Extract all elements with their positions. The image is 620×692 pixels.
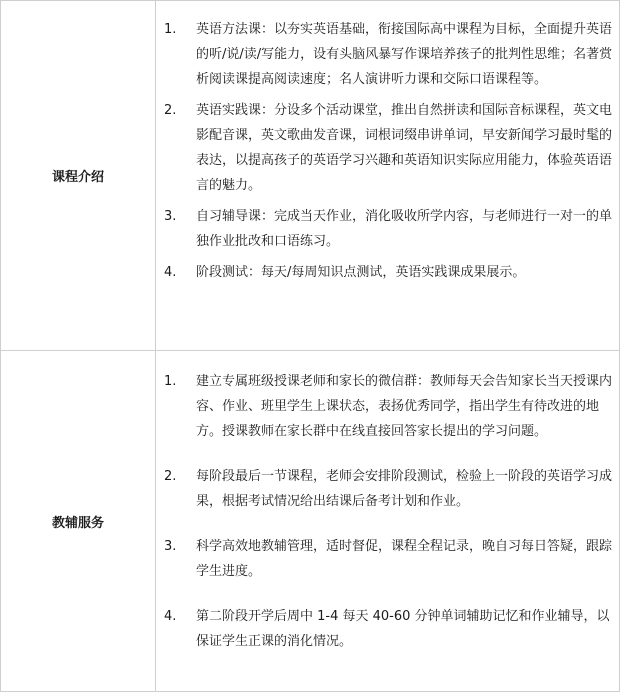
table-row-course-intro bbox=[1, 1, 620, 351]
list-item bbox=[156, 17, 619, 92]
item-text: 英语方法课：以夯实英语基础，衔接国际高中课程为目标，全面提升英语的听/说/读/写能力，设有头脑风暴写作课培养孩子的批判性思维；名著赏析阅读课提高阅读速度；名人演讲听力课和交际口语课程等。 bbox=[196, 22, 613, 87]
item-number: 3. bbox=[164, 539, 177, 554]
item-text: 第二阶段开学后周中 1-4 每天 40-60 分钟单词辅助记忆和作业辅导，以保证学生正课的消化情况。 bbox=[196, 609, 610, 649]
tutoring-service-list bbox=[156, 369, 619, 654]
list-item bbox=[156, 98, 619, 198]
item-text: 阶段测试：每天/每周知识点测试，英语实践课成果展示。 bbox=[196, 265, 526, 280]
row-content-tutoring-service bbox=[156, 351, 620, 692]
item-text: 每阶段最后一节课程，老师会安排阶段测试，检验上一阶段的英语学习成果，根据考试情况给出结课后备考计划和作业。 bbox=[196, 469, 613, 509]
item-number: 4. bbox=[164, 265, 177, 280]
item-number: 2. bbox=[164, 103, 177, 118]
item-text: 建立专属班级授课老师和家长的微信群：教师每天会告知家长当天授课内容、作业、班里学生上课状态，表扬优秀同学，指出学生有待改进的地方。授课教师在家长群中在线直接回答家长提出的学习问题。 bbox=[196, 374, 613, 439]
table-row-tutoring-service bbox=[1, 351, 620, 692]
row-label-course-intro: 课程介绍 bbox=[1, 1, 156, 351]
item-text: 英语实践课：分设多个活动课堂，推出自然拼读和国际音标课程，英文电影配音课，英文歌曲发音课，词根词缀串讲单词，早安新闻学习最时髦的表达，以提高孩子的英语学习兴趣和英语知识实际应用能力，体验英语语言的魅力。 bbox=[196, 103, 613, 193]
list-item bbox=[156, 369, 619, 444]
course-intro-list bbox=[156, 17, 619, 285]
item-text: 科学高效地教辅管理，适时督促，课程全程记录，晚自习每日答疑，跟踪学生进度。 bbox=[196, 539, 613, 579]
list-item bbox=[156, 604, 619, 654]
item-number: 1. bbox=[164, 374, 177, 389]
row-label-tutoring-service: 教辅服务 bbox=[1, 351, 156, 692]
row-content-course-intro bbox=[156, 1, 620, 351]
item-number: 1. bbox=[164, 22, 177, 37]
list-item bbox=[156, 464, 619, 514]
item-text: 自习辅导课：完成当天作业，消化吸收所学内容，与老师进行一对一的单独作业批改和口语练习。 bbox=[196, 209, 613, 249]
list-item bbox=[156, 534, 619, 584]
item-number: 4. bbox=[164, 609, 177, 624]
item-number: 3. bbox=[164, 209, 177, 224]
item-number: 2. bbox=[164, 469, 177, 484]
list-item bbox=[156, 204, 619, 254]
list-item bbox=[156, 260, 619, 285]
